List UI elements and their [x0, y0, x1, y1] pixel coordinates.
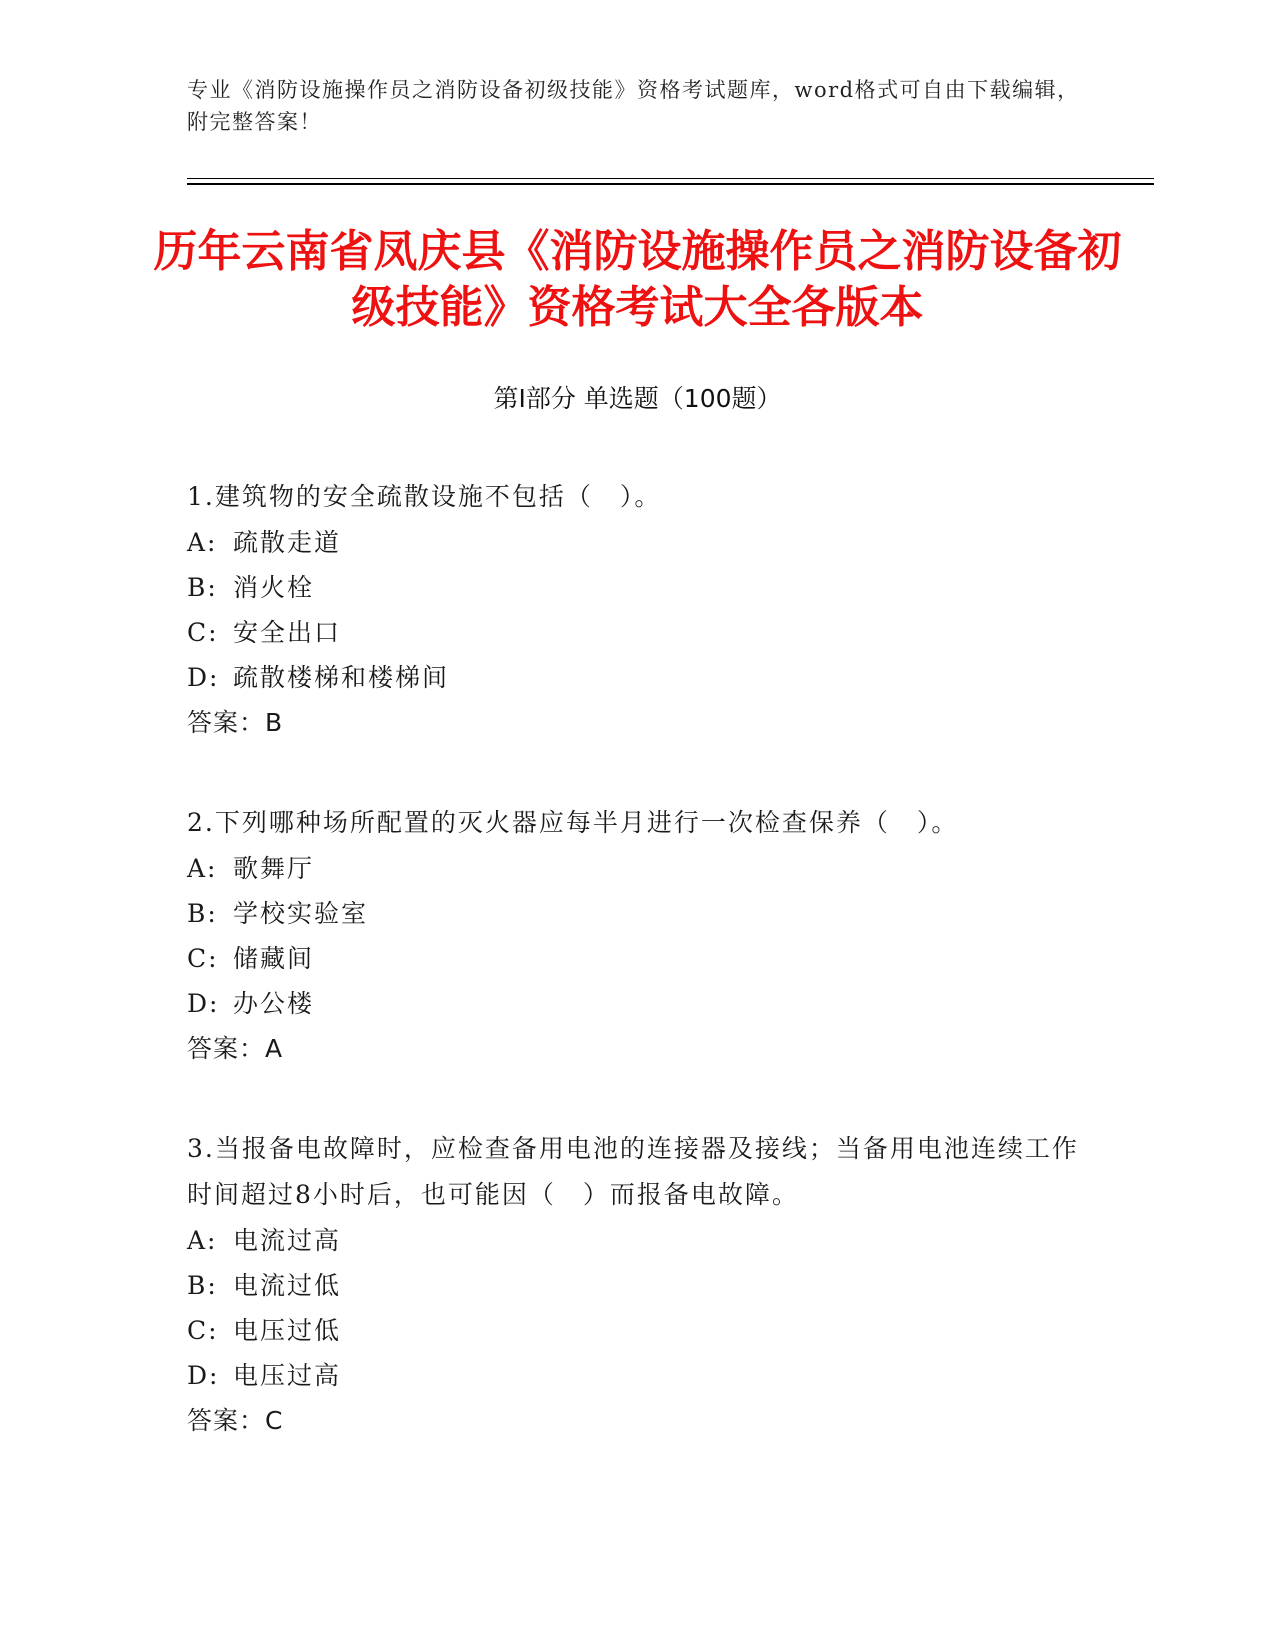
option-text: 电压过高 [233, 1361, 342, 1390]
option-text: 电压过低 [233, 1316, 342, 1345]
option-b [187, 565, 1087, 610]
option-text: 歌舞厅 [233, 854, 315, 883]
answer: 答案：A [187, 1034, 284, 1063]
option-letter: C: [187, 1316, 219, 1345]
option-d [187, 655, 1087, 700]
option-text: 疏散楼梯和楼梯间 [233, 663, 450, 692]
option-letter: C: [187, 944, 219, 973]
option-a [187, 520, 1087, 565]
option-d [187, 1353, 1087, 1398]
option-d [187, 981, 1087, 1026]
option-c [187, 1308, 1087, 1353]
question-stem: 2.下列哪种场所配置的灭火器应每半月进行一次检查保养（ ）。 [187, 808, 959, 837]
option-b [187, 891, 1087, 936]
option-letter: B: [187, 899, 218, 928]
option-letter: B: [187, 1271, 218, 1300]
option-text: 学校实验室 [233, 899, 369, 928]
header-divider-thick [187, 183, 1154, 185]
header-divider-thin [187, 178, 1154, 179]
option-a [187, 1218, 1087, 1263]
question-stem: 1.建筑物的安全疏散设施不包括（ ）。 [187, 482, 662, 511]
option-text: 安全出口 [233, 618, 342, 647]
option-letter: C: [187, 618, 219, 647]
option-letter: D: [187, 663, 220, 692]
option-b [187, 1263, 1087, 1308]
question-3 [187, 1126, 1087, 1444]
option-a [187, 846, 1087, 891]
answer: 答案：B [187, 708, 284, 737]
answer: 答案：C [187, 1406, 284, 1435]
option-letter: D: [187, 1361, 220, 1390]
option-text: 储藏间 [233, 944, 315, 973]
option-text: 办公楼 [233, 989, 315, 1018]
option-c [187, 610, 1087, 655]
question-2 [187, 800, 1087, 1072]
option-letter: A: [187, 854, 218, 883]
question-list [187, 474, 1087, 1498]
header-note: 专业《消防设施操作员之消防设备初级技能》资格考试题库，word格式可自由下载编辑，附完整答案！ [187, 78, 1080, 134]
option-letter: A: [187, 528, 218, 557]
option-text: 电流过高 [233, 1226, 342, 1255]
section-heading: 第I部分 单选题（100题） [493, 384, 782, 413]
question-stem: 3.当报备电故障时，应检查备用电池的连接器及接线；当备用电池连续工作时间超过8小时后，也可能因（ ）而报备电故障。 [187, 1134, 1079, 1209]
option-text: 疏散走道 [233, 528, 342, 557]
option-text: 电流过低 [233, 1271, 342, 1300]
option-letter: A: [187, 1226, 218, 1255]
option-text: 消火栓 [233, 573, 315, 602]
option-c [187, 936, 1087, 981]
document-title: 历年云南省凤庆县《消防设施操作员之消防设备初级技能》资格考试大全各版本 [153, 226, 1122, 333]
option-letter: D: [187, 989, 220, 1018]
question-1 [187, 474, 1087, 746]
option-letter: B: [187, 573, 218, 602]
